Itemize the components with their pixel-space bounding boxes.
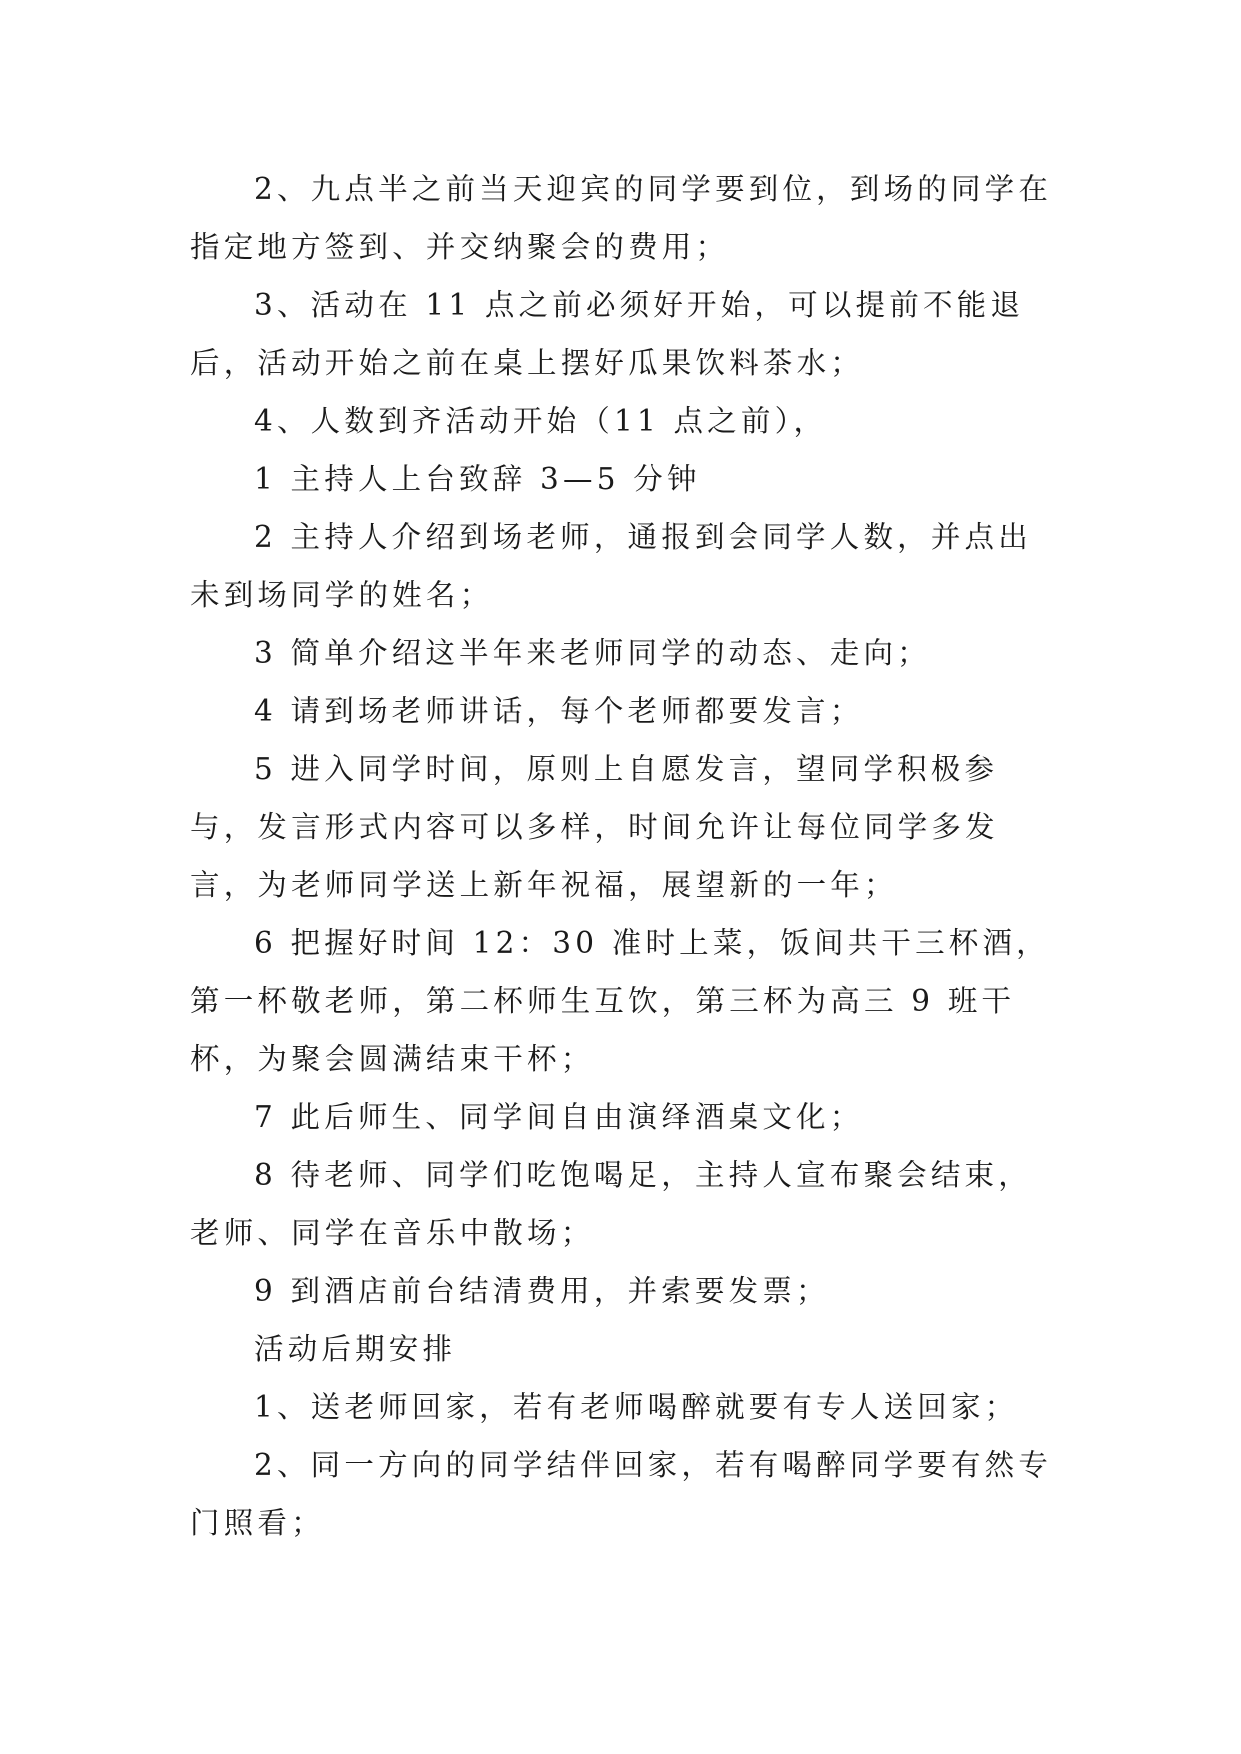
paragraph-students-go-home: 2、同一方向的同学结伴回家，若有喝醉同学要有然专门照看； xyxy=(190,1448,1053,1540)
paragraph-introduce-teachers: 2 主持人介绍到场老师，通报到会同学人数，并点出未到场同学的姓名； xyxy=(190,520,1032,612)
paragraph-start-time: 3、活动在 11 点之前必须好开始，可以提前不能退后，活动开始之前在桌上摆好瓜果饮料茶水； xyxy=(190,288,1025,380)
paragraph-checkin: 2、九点半之前当天迎宾的同学要到位，到场的同学在指定地方签到、并交纳聚会的费用； xyxy=(190,172,1053,264)
paragraph-student-time: 5 进入同学时间，原则上自愿发言，望同学积极参与，发言形式内容可以多样，时间允许让每位同学多发言，为老师同学送上新年祝福，展望新的一年； xyxy=(190,752,999,902)
paragraph-party-ends: 8 待老师、同学们吃饱喝足，主持人宣布聚会结束，老师、同学在音乐中散场； xyxy=(190,1158,1032,1250)
paragraph-free-time: 7 此后师生、同学间自由演绎酒桌文化； xyxy=(254,1100,864,1134)
paragraph-dinner-toasts: 6 把握好时间 12：30 准时上菜，饭间共干三杯酒，第一杯敬老师，第二杯师生互饮，第三杯为高三 9 班干杯，为聚会圆满结束干杯； xyxy=(190,926,1050,1076)
paragraph-brief-updates: 3 简单介绍这半年来老师同学的动态、走向； xyxy=(254,636,931,670)
paragraph-host-speech: 1 主持人上台致辞 3—5 分钟 xyxy=(254,462,701,496)
paragraph-teacher-speeches: 4 请到场老师讲话，每个老师都要发言； xyxy=(254,694,864,728)
document-body xyxy=(190,160,1060,1552)
paragraph-settle-bill: 9 到酒店前台结清费用，并索要发票； xyxy=(254,1274,830,1308)
paragraph-activity-begins: 4、人数到齐活动开始（11 点之前）， xyxy=(254,404,828,438)
paragraph-send-teachers-home: 1、送老师回家，若有老师喝醉就要有专人送回家； xyxy=(254,1390,1019,1424)
section-heading-after-event: 活动后期安排 xyxy=(254,1332,457,1366)
